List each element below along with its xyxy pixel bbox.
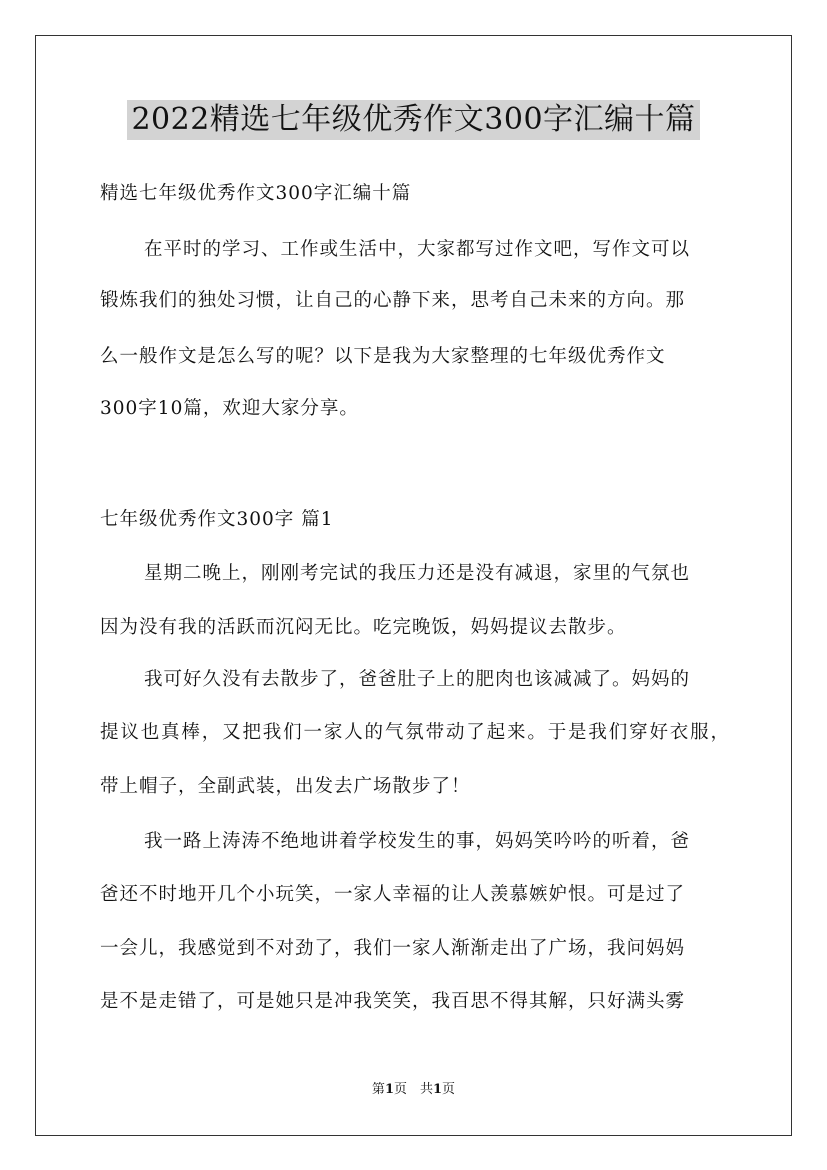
title-wrap: [0, 100, 827, 140]
body-line-1: 星期二晚上，刚刚考完试的我压力还是没有减退，家里的气氛也: [144, 563, 691, 584]
intro-line-1: 在平时的学习、工作或生活中，大家都写过作文吧，写作文可以: [144, 239, 691, 260]
footer-total-pages: 1: [433, 1082, 443, 1097]
section-heading: 七年级优秀作文300字 篇1: [100, 509, 334, 530]
document-subtitle: 精选七年级优秀作文300字汇编十篇: [100, 183, 412, 204]
page-footer: [0, 1080, 827, 1100]
intro-line-2: 锻炼我们的独处习惯，让自己的心静下来，思考自己未来的方向。那: [100, 290, 686, 311]
body-line-8: 一会儿，我感觉到不对劲了，我们一家人渐渐走出了广场，我问妈妈: [100, 938, 686, 959]
document-title: 2022精选七年级优秀作文300字汇编十篇: [127, 100, 699, 140]
footer-mid: 页 共: [393, 1082, 433, 1097]
body-line-4: 提议也真棒，又把我们一家人的气氛带动了起来。于是我们穿好衣服，: [100, 722, 730, 743]
intro-line-4: 300字10篇，欢迎大家分享。: [100, 398, 359, 419]
body-line-5: 带上帽子，全副武装，出发去广场散步了！: [100, 776, 471, 797]
footer-suffix: 页: [442, 1082, 456, 1097]
body-line-7: 爸还不时地开几个小玩笑，一家人幸福的让人羡慕嫉妒恨。可是过了: [100, 884, 686, 905]
body-line-3: 我可好久没有去散步了，爸爸肚子上的肥肉也该减减了。妈妈的: [144, 669, 691, 690]
body-line-6: 我一路上涛涛不绝地讲着学校发生的事，妈妈笑吟吟的听着，爸: [144, 831, 691, 852]
footer-page-number: 1: [384, 1082, 394, 1097]
body-line-2: 因为没有我的活跃而沉闷无比。吃完晚饭，妈妈提议去散步。: [100, 617, 627, 638]
footer-prefix: 第: [371, 1082, 385, 1097]
intro-line-3: 么一般作文是怎么写的呢？以下是我为大家整理的七年级优秀作文: [100, 346, 666, 367]
body-line-9: 是不是走错了，可是她只是冲我笑笑，我百思不得其解，只好满头雾: [100, 991, 686, 1012]
